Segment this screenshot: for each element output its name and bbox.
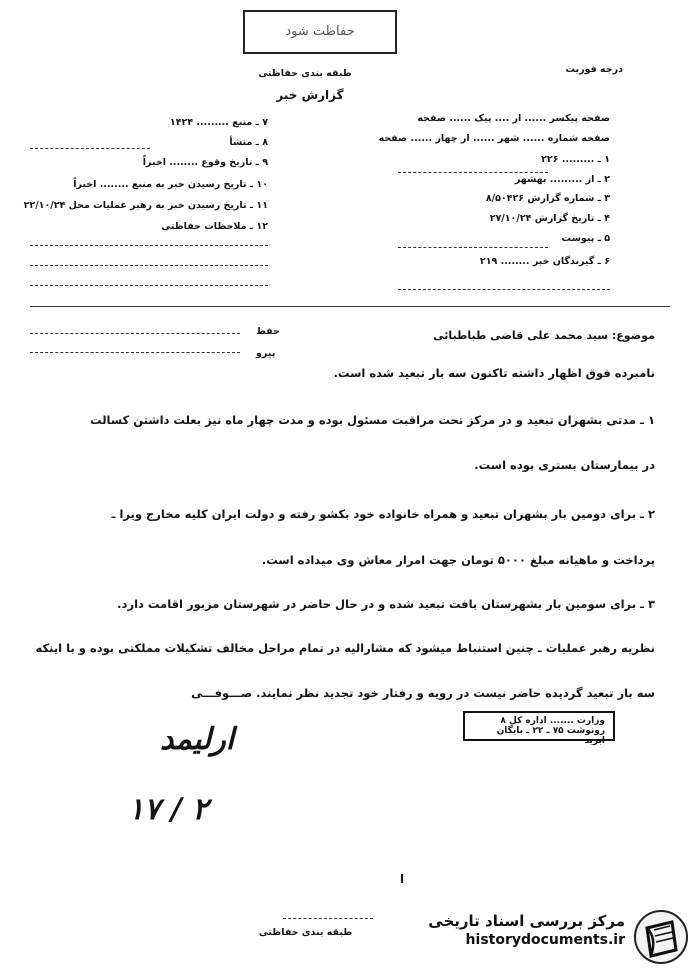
side-mark-hefz: حفظ (256, 326, 280, 337)
field-left-9: ۹ ـ تاریخ وقوع ........ اخیراً (142, 157, 268, 168)
field-left-8: ۸ ـ منشأ (229, 137, 268, 148)
stamp-line-1: وزارت ....... اداره کل ۸ (500, 716, 605, 726)
field-right-8: ۶ ـ گیرندگان خبر ........ ۲۱۹ (479, 256, 610, 267)
separator-line (30, 306, 670, 307)
body-item-1-cont: در بیمارستان بستری بوده است. (474, 458, 655, 472)
watermark-url: historydocuments.ir (465, 932, 625, 948)
field-right-2: صفحه شماره ...... شهر ...... ار چهار ...... صفحه (378, 133, 610, 144)
handwritten-signature: ارلیمد (160, 722, 235, 757)
archive-logo-icon (632, 908, 690, 970)
field-right-7: ۵ ـ پیوست (561, 233, 610, 244)
field-right-3: ۱ ـ ......... ۲۲۶ (541, 154, 610, 165)
footer-classification: طبقه بندی حفاظتی (258, 927, 353, 938)
field-left-12: ۱۲ ـ ملاحظات حفاظتی (161, 221, 268, 232)
field-left-11: ۱۱ ـ تاریخ رسیدن خبر به رهبر عملیات محل ۲۲/۱۰/۲۴ (23, 200, 268, 211)
field-left-10: ۱۰ ـ تاریخ رسیدن خبر به منبع ........ اخیراً (73, 179, 268, 190)
dotted-line (30, 285, 268, 286)
dotted-line (30, 245, 268, 246)
page-title: گزارش خبر (276, 88, 344, 102)
dotted-line (30, 352, 240, 353)
body-intro: نامبرده فوق اظهار داشته تاکنون سه بار تبعید شده است. (333, 366, 655, 380)
registry-stamp (463, 711, 615, 746)
dotted-line (398, 289, 610, 290)
body-item-2-cont: پرداخت و ماهیانه مبلغ ۵۰۰۰ تومان جهت امرار معاش وی میداده است. (261, 553, 655, 567)
field-left-7: ۷ ـ منبع ......... ۱۴۲۴ (169, 117, 268, 128)
priority-label: درجه فوریت (565, 64, 623, 75)
field-right-6: ۴ ـ تاریخ گزارش ۲۷/۱۰/۲۴ (489, 213, 610, 224)
dotted-line (30, 265, 268, 266)
archive-watermark (415, 912, 625, 948)
body-item-2: ۲ ـ برای دومین بار بشهران تبعید و همراه خانواده خود بکشو رفته و دولت ایران کلیه مخارج ویرا ـ (111, 507, 655, 521)
body-item-3: ۳ ـ برای سومین بار بشهرستان بافت تبعید شده و در حال حاضر در شهرستان مزبور اقامت دارد. (117, 597, 655, 611)
dotted-line (30, 148, 150, 149)
field-right-4: ۲ ـ از ......... بهشهر (514, 174, 610, 185)
top-stamp-text: ﺣﻔﺎﻇﺖ ﺷﻮد (285, 24, 355, 39)
dotted-line (283, 918, 373, 919)
subject-line: موضوع: سید محمد علی قاضی طباطبائی (433, 329, 655, 342)
field-right-1: صفحه پیکسر ...... ار .... پیک ...... صفحه (417, 113, 610, 124)
top-stamp (243, 10, 397, 54)
dotted-line (398, 247, 548, 248)
body-opinion: نظریه رهبر عملیات ـ چنین استنباط میشود که مشارالیه در تمام مراحل مخالف تشکیلات مملکتی بوده و با اینکه (35, 641, 655, 655)
side-mark-peyro: پیرو (256, 348, 276, 359)
footer-mark: ا (400, 872, 405, 886)
watermark-text: مرکز بررسی اسناد تاریخی (428, 912, 625, 930)
body-opinion-cont: سه بار تبعید گردیده حاضر نیست در رویه و رفتار خود تجدید نظر نمایند. صـــوفـــی (191, 686, 655, 700)
stamp-line-2: رونوشت ۷۵ ـ ۲۲ ـ بایگان ابرید (496, 726, 605, 746)
classification-label: طبقه بندی حفاظتی (258, 68, 352, 79)
dotted-line (30, 333, 240, 334)
handwritten-date: ۱۷ / ۲ (128, 792, 209, 827)
field-right-5: ۳ ـ شماره گزارش ۸/۵۰۴۲۶ (485, 193, 610, 204)
dotted-line (398, 172, 548, 173)
body-item-1: ۱ ـ مدتی بشهران تبعید و در مرکز تحت مراقبت مسئول بوده و مدت چهار ماه نیز بعلت داشتن کسالت (90, 413, 655, 427)
